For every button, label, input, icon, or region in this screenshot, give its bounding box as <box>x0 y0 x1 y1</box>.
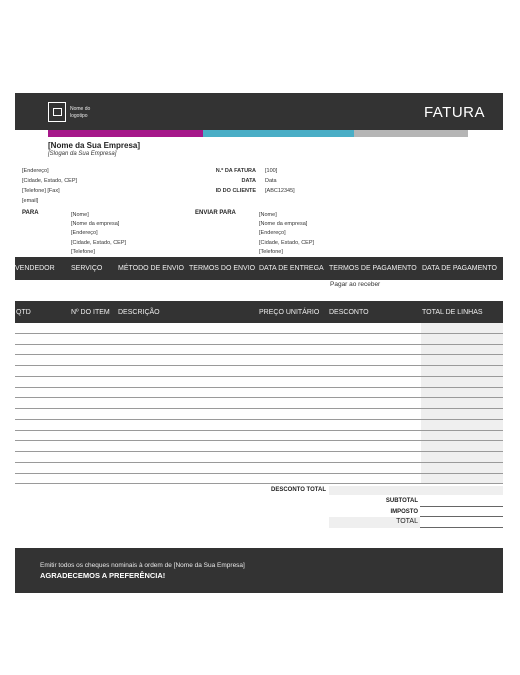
company-slogan[interactable]: [Slogan da Sua Empresa] <box>48 151 117 157</box>
accent-stripe-magenta <box>48 130 203 137</box>
table-row[interactable] <box>15 377 503 388</box>
bill-to-line[interactable]: [Telefone] <box>71 248 95 255</box>
subtotal-value-line[interactable] <box>420 506 503 507</box>
accent-stripe-gray <box>354 130 468 137</box>
col-header-descricao: DESCRIÇÃO <box>118 309 160 316</box>
total-label: TOTAL <box>396 518 418 525</box>
client-id-value[interactable]: [ABC12345] <box>265 188 295 194</box>
line-total-cell <box>421 463 503 473</box>
col-header-vendedor: VENDEDOR <box>15 265 55 272</box>
line-total-cell <box>421 452 503 462</box>
discount-total-value-cell[interactable] <box>420 486 503 495</box>
line-total-cell <box>421 398 503 408</box>
tax-label: IMPOSTO <box>390 509 418 515</box>
line-total-cell <box>421 377 503 387</box>
table-row[interactable] <box>15 398 503 409</box>
line-total-cell <box>421 366 503 376</box>
table-row[interactable] <box>15 431 503 442</box>
footer-thanks: AGRADECEMOS A PREFERÊNCIA! <box>40 571 166 580</box>
items-table-header <box>15 301 503 323</box>
ship-to-line[interactable]: [Nome da empresa] <box>259 221 308 228</box>
col-header-termos-envio: TERMOS DO ENVIO <box>189 265 256 272</box>
subtotal-label: SUBTOTAL <box>385 498 418 504</box>
logo-line2: logotipo <box>70 113 88 119</box>
table-row[interactable] <box>15 452 503 463</box>
discount-total-desc-cell[interactable] <box>329 486 420 495</box>
line-total-cell <box>421 409 503 419</box>
invoice-date-value[interactable]: Data <box>265 178 277 184</box>
footer-band <box>15 548 503 593</box>
col-header-item-no: Nº DO ITEM <box>71 309 110 316</box>
col-header-metodo-envio: MÉTODO DE ENVIO <box>118 265 184 272</box>
invoice-date-label: DATA <box>241 178 256 184</box>
table-row[interactable] <box>15 463 503 474</box>
company-address-block <box>22 166 77 206</box>
line-total-cell <box>421 355 503 365</box>
invoice-meta-values <box>265 166 295 196</box>
ship-to-label: ENVIAR PARA <box>195 210 236 216</box>
bill-to-line[interactable]: [Nome da empresa] <box>71 221 120 228</box>
invoice-number-value[interactable]: [100] <box>265 168 278 174</box>
line-total-cell <box>421 345 503 355</box>
col-header-servico: SERVIÇO <box>71 265 103 272</box>
col-header-preco-unitario: PREÇO UNITÁRIO <box>259 309 320 316</box>
col-header-desconto: DESCONTO <box>329 309 369 316</box>
table-row[interactable] <box>15 334 503 345</box>
table-row[interactable] <box>15 323 503 334</box>
total-value-line[interactable] <box>420 527 503 528</box>
invoice-meta-labels <box>190 166 256 196</box>
line-total-cell <box>421 323 503 333</box>
accent-stripe-teal <box>203 130 354 137</box>
tax-value-line[interactable] <box>420 516 503 517</box>
line-total-cell <box>421 441 503 451</box>
line-total-cell <box>421 474 503 484</box>
bill-to-line[interactable]: [Cidade, Estado, CEP] <box>71 239 127 246</box>
ship-to-line[interactable]: [Cidade, Estado, CEP] <box>259 239 315 246</box>
client-id-label: ID DO CLIENTE <box>215 188 256 194</box>
table-row[interactable] <box>15 366 503 377</box>
ship-to-line[interactable]: [Telefone] <box>259 248 283 255</box>
table-row[interactable] <box>15 409 503 420</box>
ship-to-line[interactable]: [Endereço] <box>259 230 286 237</box>
items-table-body <box>15 323 503 484</box>
table-row[interactable] <box>15 441 503 452</box>
company-phone-fax[interactable]: [Telefone] [Fax] <box>22 188 60 194</box>
payment-terms-value[interactable]: Pagar ao receber <box>330 281 381 288</box>
invoice-title: FATURA <box>423 104 485 121</box>
line-total-cell <box>421 334 503 344</box>
col-header-termos-pagamento: TERMOS DE PAGAMENTO <box>329 265 417 272</box>
table-row[interactable] <box>15 420 503 431</box>
company-address[interactable]: [Endereço] <box>22 168 49 174</box>
bill-to-label: PARA <box>22 210 39 216</box>
col-header-total-linhas: TOTAL DE LINHAS <box>422 309 483 316</box>
table-row[interactable] <box>15 345 503 356</box>
bill-to-line[interactable]: [Endereço] <box>71 230 98 237</box>
col-header-data-pagamento: DATA DE PAGAMENTO <box>422 265 497 272</box>
ship-to-block <box>259 211 314 257</box>
company-email[interactable]: [email] <box>22 198 39 204</box>
bill-to-block <box>71 211 126 257</box>
col-header-qtd: QTD <box>16 309 31 316</box>
line-total-cell <box>421 388 503 398</box>
logo-icon <box>48 102 66 122</box>
ship-to-line[interactable]: [Nome] <box>259 212 277 218</box>
table-row[interactable] <box>15 474 503 485</box>
company-city[interactable]: [Cidade, Estado, CEP] <box>22 178 78 184</box>
col-header-data-entrega: DATA DE ENTREGA <box>259 265 324 272</box>
discount-total-label: DESCONTO TOTAL <box>270 487 326 493</box>
logo-line1: Nome do <box>70 106 91 112</box>
line-total-cell <box>421 431 503 441</box>
footer-check-note: Emitir todos os cheques nominais à ordem de [Nome da Sua Empresa] <box>40 562 245 569</box>
line-total-cell <box>421 420 503 430</box>
company-name[interactable]: [Nome da Sua Empresa] <box>48 141 141 150</box>
shipping-table-header <box>15 257 503 280</box>
table-row[interactable] <box>15 355 503 366</box>
bill-to-line[interactable]: [Nome] <box>71 212 89 218</box>
invoice-number-label: N.º DA FATURA <box>215 168 256 174</box>
logo-placeholder <box>70 106 90 120</box>
table-row[interactable] <box>15 388 503 399</box>
